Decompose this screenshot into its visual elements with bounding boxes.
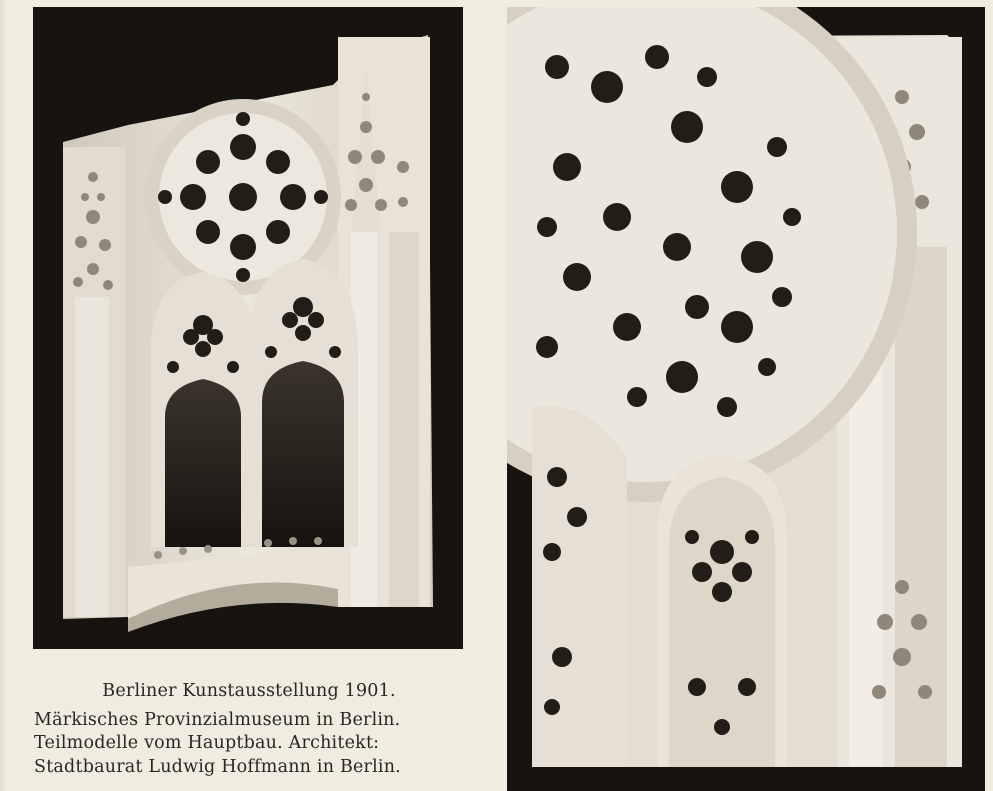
photo-rose-window-detail [507, 7, 985, 791]
caption-line: Stadtbaurat Ludwig Hoffmann in Berlin. [34, 756, 401, 777]
caption-line: Märkisches Provinzialmuseum in Berlin. [34, 709, 401, 730]
caption-title: Berliner Kunstausstellung 1901. [102, 681, 396, 701]
rose-window-illustration [507, 7, 985, 791]
caption-line: Teilmodelle vom Hauptbau. Architekt: [34, 733, 380, 753]
photo-caption [34, 680, 464, 779]
window-model-illustration [33, 7, 463, 649]
photo-window-model [33, 7, 463, 649]
page-edge [0, 0, 6, 791]
